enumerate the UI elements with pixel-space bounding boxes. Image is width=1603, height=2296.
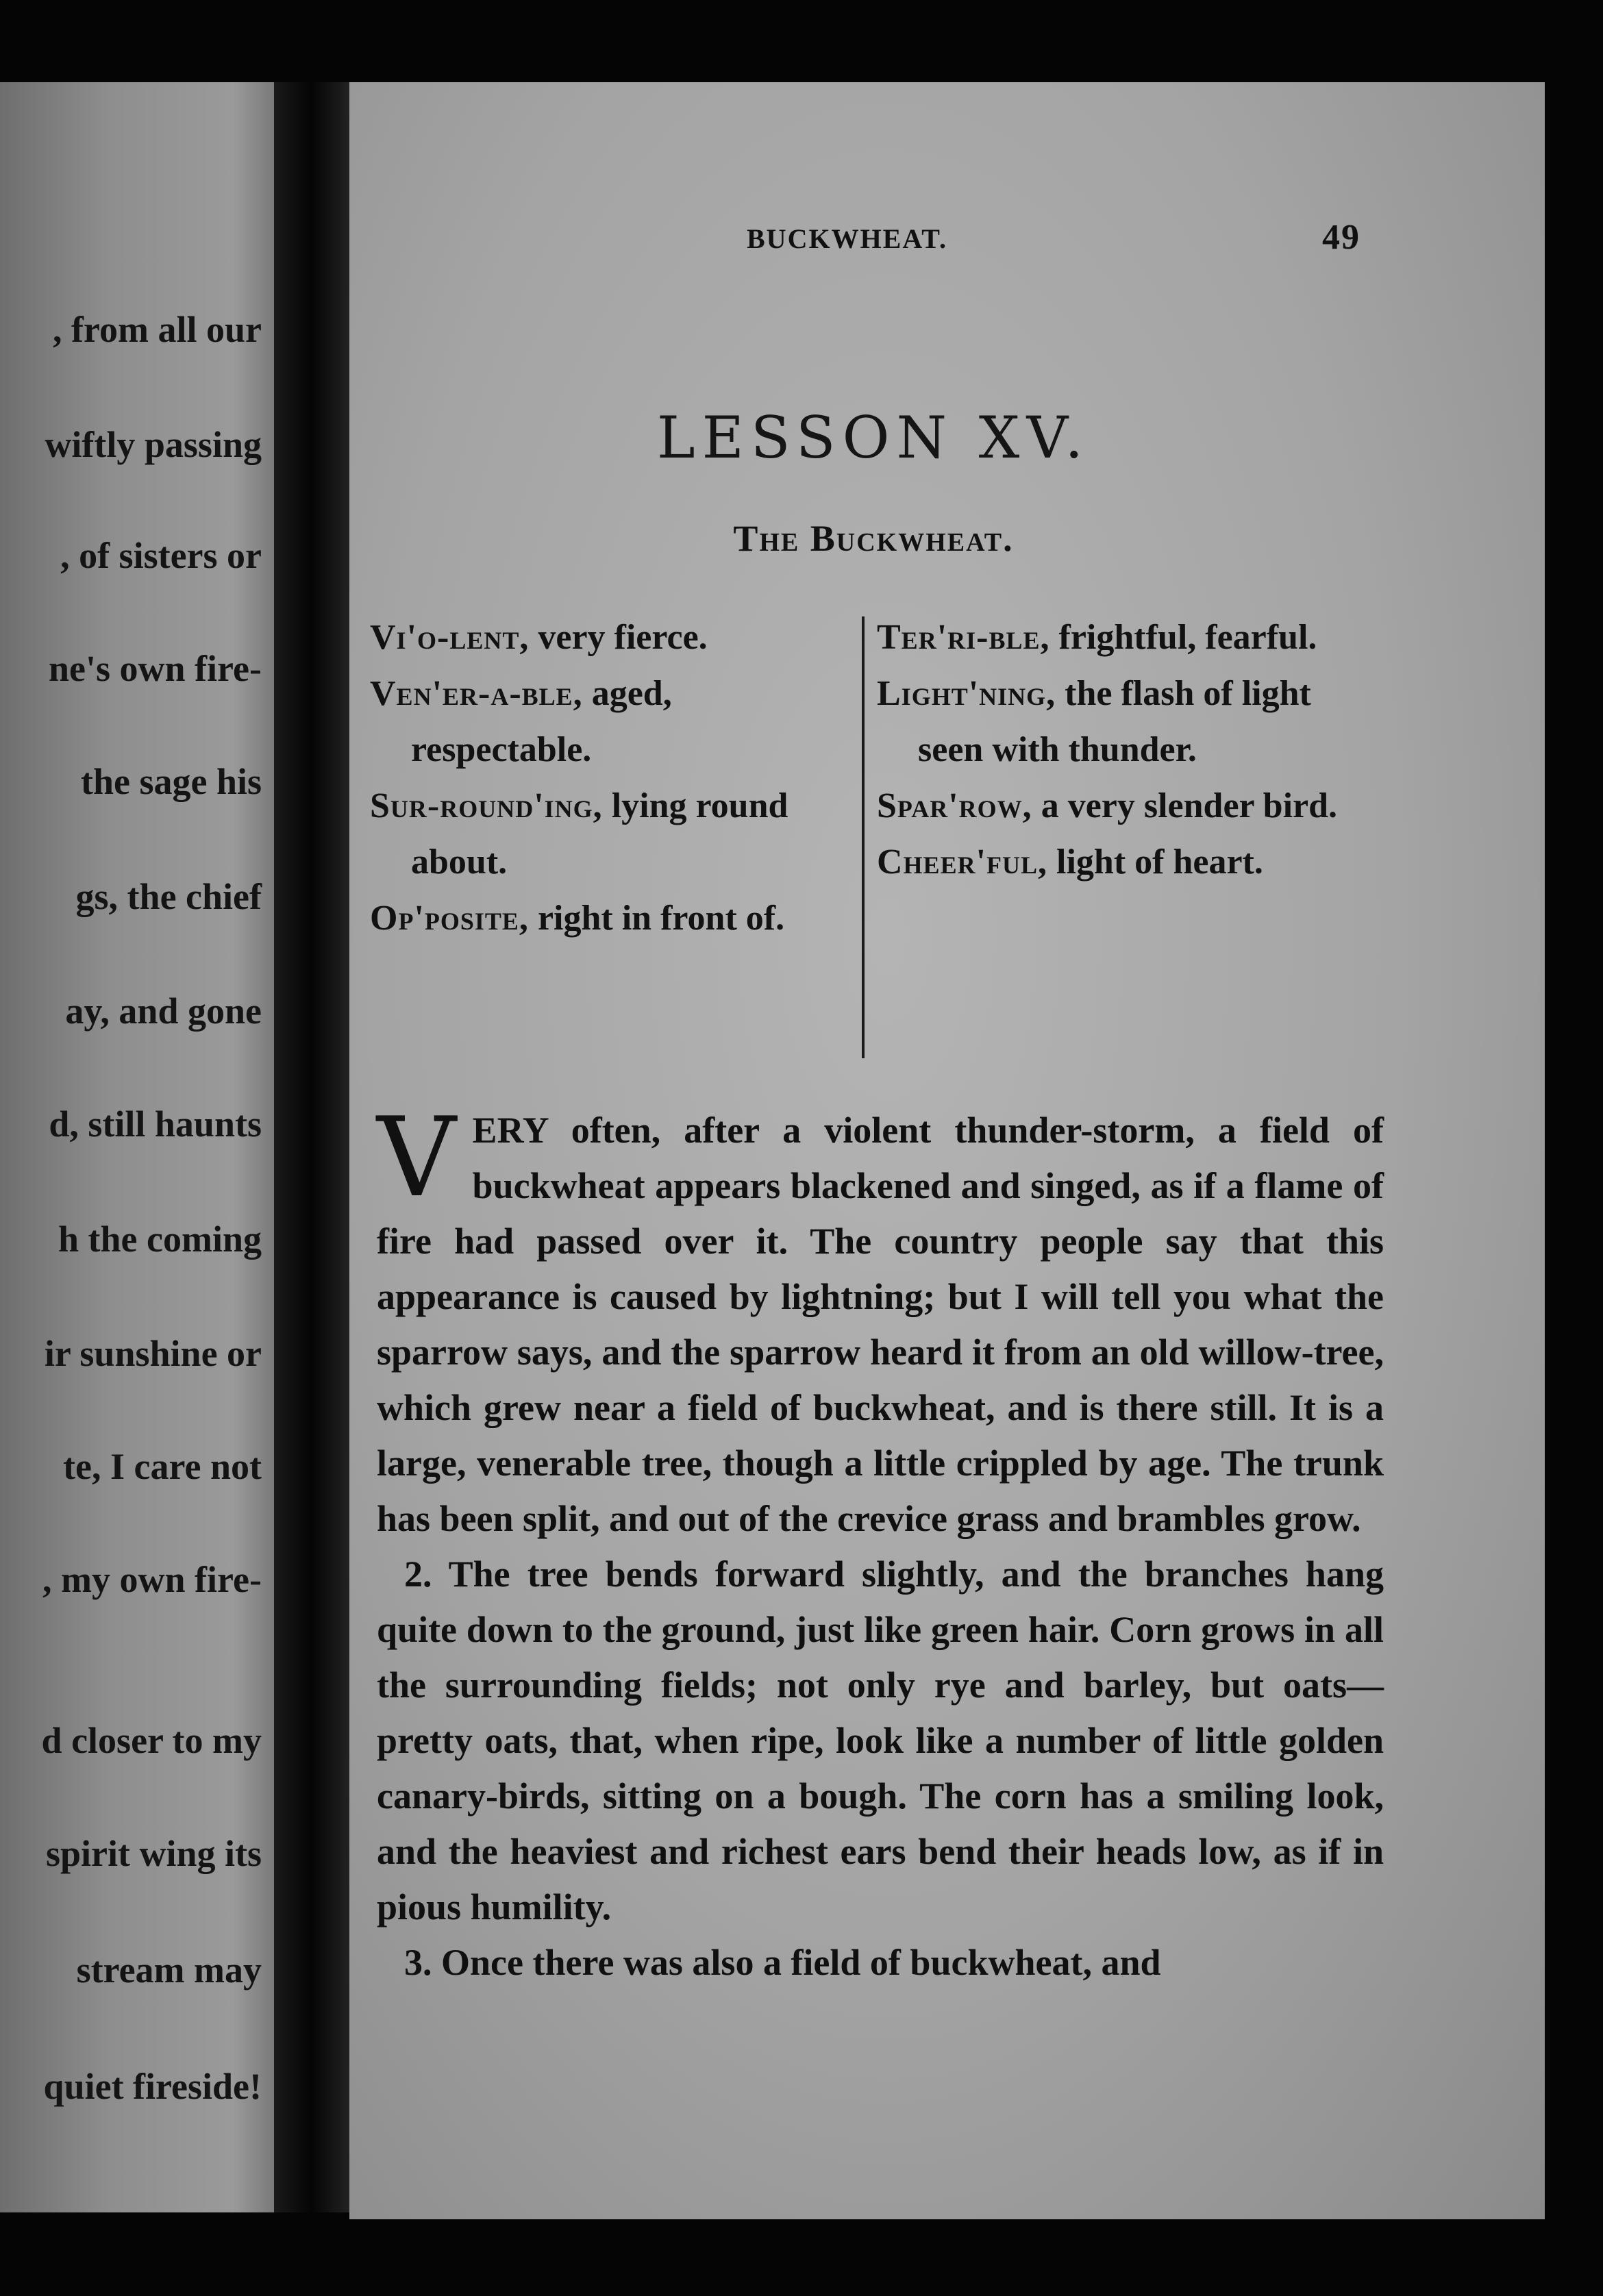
facing-page-line: ne's own fire- — [49, 648, 262, 689]
paragraph-1 — [377, 1093, 1384, 1547]
facing-page-line: , my own fire- — [42, 1559, 262, 1600]
vocab-entry — [370, 778, 849, 890]
vocab-entry — [877, 666, 1370, 778]
vocab-definition: the flash of light seen with thunder. — [918, 674, 1311, 769]
lesson-body — [377, 1093, 1384, 1991]
vocab-term: Ven'er-a-ble, — [370, 674, 583, 713]
vocab-entry — [370, 610, 849, 666]
vocab-term: Cheer'ful, — [877, 843, 1048, 882]
vocab-definition: right in front of. — [537, 899, 785, 938]
vocab-entry — [370, 666, 849, 778]
vocabulary-divider — [862, 616, 865, 1058]
vocab-term: Sur-round'ing, — [370, 786, 603, 825]
paragraph-2: 2. The tree bends forward slightly, and the branches hang quite down to the ground, just like green hair. Corn grows in all the surrounding fields; not only rye and barley, but oats—pretty oats, that, when ripe, look like a number of little golden canary-birds, sitting on a bough. The corn has a smiling look, and the heaviest and richest ears bend their heads low, as if in pious humility. — [377, 1553, 1384, 1927]
vocab-term: Light'ning, — [877, 674, 1056, 713]
facing-page-line: stream may — [76, 1949, 262, 1991]
vocab-definition: lying round about. — [411, 786, 788, 882]
vocab-entry — [877, 778, 1370, 834]
running-title: BUCKWHEAT. — [747, 223, 947, 254]
vocab-entry — [877, 834, 1370, 890]
facing-page-line: , from all our — [53, 309, 262, 350]
vocab-definition: a very slender bird. — [1041, 786, 1338, 825]
lesson-title: LESSON XV. — [656, 404, 1091, 471]
facing-page-line: ay, and gone — [65, 990, 262, 1032]
facing-page-line: h the coming — [58, 1219, 262, 1260]
vocab-definition: very fierce. — [538, 618, 708, 657]
paragraph-3: 3. Once there was also a field of buckwheat, and — [404, 1942, 1161, 1983]
vocab-definition: light of heart. — [1056, 843, 1263, 882]
facing-page-line: the sage his — [80, 761, 262, 802]
facing-page-line: wiftly passing — [45, 424, 262, 465]
vocab-term: Vi'o-lent, — [370, 618, 530, 657]
facing-page-line: gs, the chief — [75, 876, 262, 917]
lesson-subtitle: The Buckwheat. — [733, 518, 1014, 559]
page-number: 49 — [1322, 218, 1360, 257]
book-gutter — [274, 82, 349, 2212]
facing-page-line: , of sisters or — [60, 535, 262, 576]
facing-page-line: te, I care not — [63, 1446, 262, 1487]
vocab-term: Spar'row, — [877, 786, 1032, 825]
vocab-term: Op'posite, — [370, 899, 529, 938]
facing-page-line: ir sunshine or — [44, 1333, 262, 1374]
facing-page-line: quiet fireside! — [43, 2066, 262, 2107]
facing-page — [0, 82, 274, 2212]
vocabulary-left-column — [370, 610, 849, 947]
vocab-term: Ter'ri-ble, — [877, 618, 1050, 657]
vocabulary-right-column — [877, 610, 1370, 890]
drop-cap: V — [377, 1093, 456, 1221]
facing-page-line: d closer to my — [41, 1720, 262, 1761]
vocab-entry — [370, 890, 849, 947]
facing-page-line: d, still haunts — [49, 1103, 262, 1145]
paragraph-1-text: ERY often, after a violent thunder-storm, a field of buckwheat appears blackened and singed, as if a flame of fire had passed over it. The country people say that this appearance is caused by lightning; but I will tell you what the sparrow says, and the sparrow heard it from an old willow-tree, which grew near a field of buckwheat, and is there still. It is a large, venerable tree, though a little crippled by age. The trunk has been split, and out of the crevice grass and brambles grow. — [377, 1110, 1384, 1539]
book-page — [349, 82, 1545, 2219]
vocab-definition: aged, respectable. — [411, 674, 672, 769]
vocab-definition: frightful, fearful. — [1058, 618, 1317, 657]
vocab-entry — [877, 610, 1370, 666]
facing-page-line: spirit wing its — [45, 1833, 262, 1874]
